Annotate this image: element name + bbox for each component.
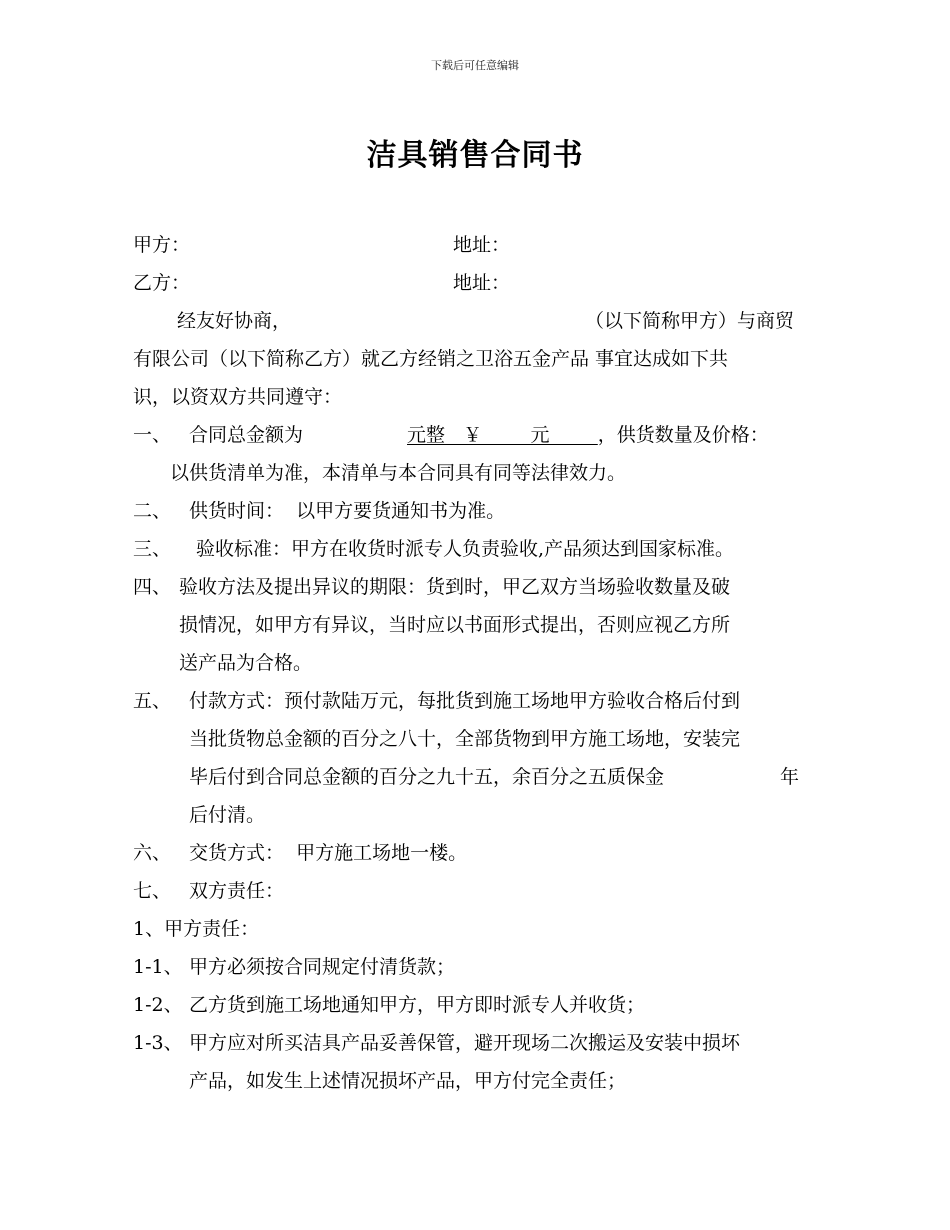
clause-5-line-2: 当批货物总金额的百分之八十，全部货物到甲方施工场地，安装完: [189, 728, 741, 750]
subclause-1-2-number: 1-2、: [133, 994, 183, 1016]
clause-5-line-3a: 毕后付到合同总金额的百分之九十五，余百分之五质保金: [189, 766, 665, 788]
clause-4-line-2: 损情况，如甲方有异议，当时应以书面形式提出，否则应视乙方所: [179, 614, 731, 636]
party-a-address-label: 地址：: [453, 234, 511, 256]
intro-line-1a: 经友好协商，: [177, 310, 292, 332]
clause-6-number: 六、: [133, 842, 172, 864]
clause-2-text: 供货时间： 以甲方要货通知书为准。: [189, 500, 506, 522]
clause-1-suffix: ，供货数量及价格：: [597, 424, 769, 446]
clause-1-line-1: [189, 420, 769, 447]
party-b-label: 乙方：: [133, 272, 191, 294]
document-title: 洁具销售合同书: [366, 138, 584, 173]
subclause-1-3-line-1: 甲方应对所买洁具产品妥善保管，避开现场二次搬运及安装中损坏: [189, 1032, 741, 1054]
clause-3-number: 三、: [133, 538, 172, 560]
clause-5-number: 五、: [133, 690, 172, 712]
clause-1-line-2: 以供货清单为准，本清单与本合同具有同等法律效力。: [170, 462, 627, 484]
clause-7-text: 双方责任：: [189, 880, 285, 902]
clause-4-number: 四、: [133, 576, 172, 598]
intro-line-3: 识，以资双方共同遵守：: [133, 386, 343, 408]
subsection-1-heading: 1、甲方责任：: [133, 918, 260, 940]
total-amount-blank: 元整 ￥ 元: [407, 424, 598, 446]
party-b-address-label: 地址：: [453, 272, 511, 294]
clause-7-number: 七、: [133, 880, 172, 902]
clause-5-line-3b: 年: [780, 766, 800, 788]
clause-4-line-3: 送产品为合格。: [179, 652, 313, 674]
clause-3-text: 验收标准：甲方在收货时派专人负责验收,产品须达到国家标准。: [196, 538, 735, 560]
intro-line-2: 有限公司（以下简称乙方）就乙方经销之卫浴五金产品 事宜达成如下共: [133, 348, 729, 370]
clause-5-line-4: 后付清。: [189, 804, 266, 826]
clause-5-line-1: 付款方式：预付款陆万元，每批货到施工场地甲方验收合格后付到: [189, 690, 741, 712]
subclause-1-3-number: 1-3、: [133, 1032, 183, 1054]
clause-4-line-1: 验收方法及提出异议的期限：货到时，甲乙双方当场验收数量及破: [179, 576, 731, 598]
clause-6-text: 交货方式： 甲方施工场地一楼。: [189, 842, 468, 864]
subclause-1-2-text: 乙方货到施工场地通知甲方，甲方即时派专人并收货；: [189, 994, 646, 1016]
header-note: 下载后可任意编辑: [431, 59, 519, 72]
clause-1-number: 一、: [133, 424, 172, 446]
party-a-label: 甲方：: [133, 234, 191, 256]
subclause-1-1-text: 甲方必须按合同规定付清货款；: [189, 956, 456, 978]
clause-1-prefix: 合同总金额为: [189, 424, 304, 446]
intro-line-1b: （以下简称甲方）与商贸: [585, 310, 795, 332]
subclause-1-1-number: 1-1、: [133, 956, 183, 978]
subclause-1-3-line-2: 产品，如发生上述情况损坏产品，甲方付完全责任；: [189, 1070, 627, 1092]
clause-2-number: 二、: [133, 500, 172, 522]
